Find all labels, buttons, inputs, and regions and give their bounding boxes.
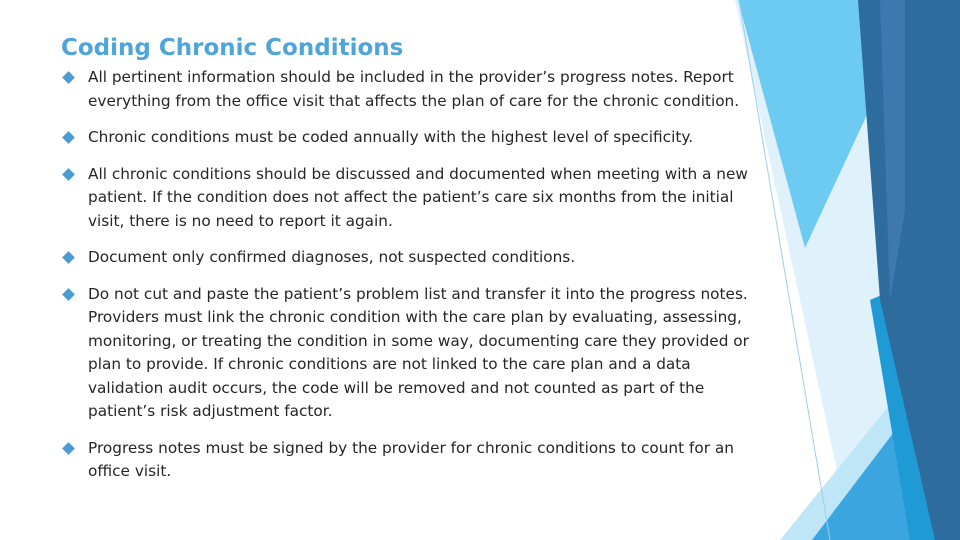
bullet-text: All pertinent information should be included in the provider’s progress notes. Report everything from the office visit that affects the plan of care for the chronic condition. — [88, 68, 740, 110]
list-item — [56, 246, 756, 270]
diamond-bullet-icon — [62, 251, 75, 264]
page-title: Coding Chronic Conditions — [61, 35, 404, 61]
list-item — [56, 283, 756, 424]
bullet-list — [56, 66, 756, 484]
diamond-bullet-icon — [62, 71, 75, 84]
bullet-text: Do not cut and paste the patient’s problem list and transfer it into the progress notes. Providers must link the chronic condition with the care plan by evaluating, assessing, monitoring, or treating the condition in some way, documenting care they provided or plan to provide. If chronic conditions are not linked to the care plan and a data validation audit occurs, the code will be removed and not counted as part of the patient’s risk adjustment factor. — [88, 284, 749, 420]
diamond-bullet-icon — [62, 131, 75, 144]
list-item — [56, 437, 756, 484]
bullet-text: Chronic conditions must be coded annually with the highest level of specificity. — [88, 128, 694, 146]
bullet-text: Document only confirmed diagnoses, not suspected conditions. — [88, 248, 576, 266]
list-item — [56, 66, 756, 113]
bullet-text: All chronic conditions should be discussed and documented when meeting with a new patient. If the condition does not affect the patient’s care six months from the initial visit, there is no need to report it again. — [88, 164, 748, 230]
bullet-text: Progress notes must be signed by the provider for chronic conditions to count for an office visit. — [88, 438, 734, 480]
list-item — [56, 126, 756, 150]
diamond-bullet-icon — [62, 168, 75, 181]
list-item — [56, 163, 756, 234]
diamond-bullet-icon — [62, 442, 75, 455]
diamond-bullet-icon — [62, 288, 75, 301]
